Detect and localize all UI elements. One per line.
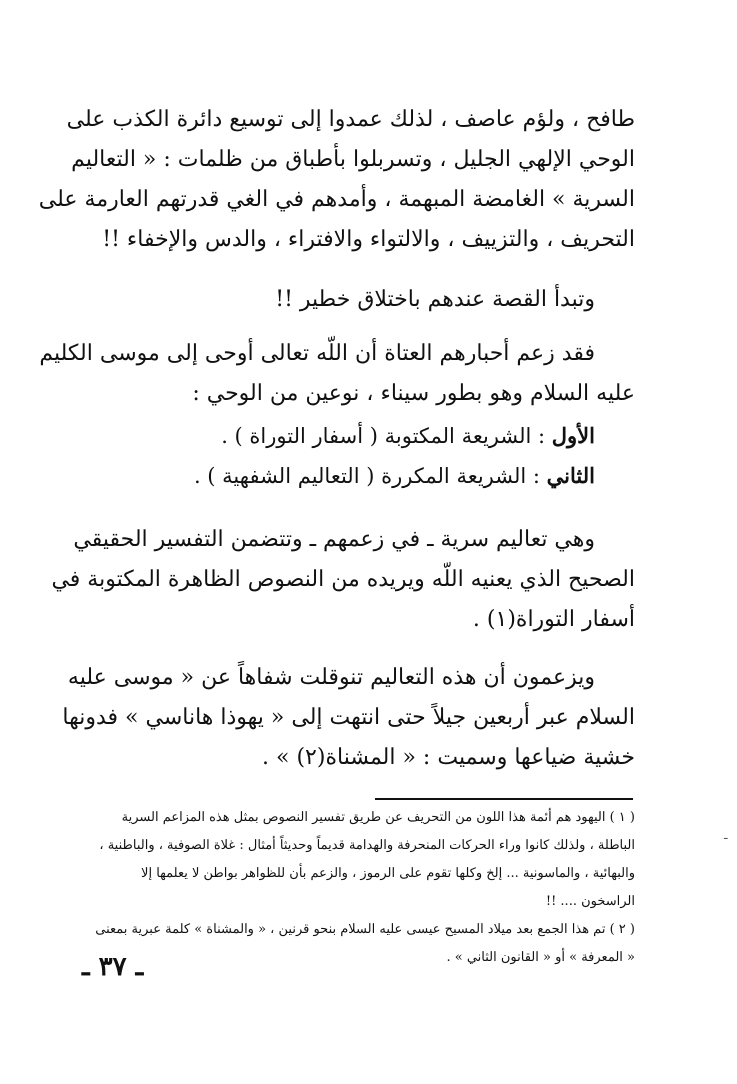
text-line: الصحيح الذي يعنيه اللّه ويريده من النصوص الظاهرة المكتوبة في — [51, 567, 635, 592]
footnote-line: ( ١ ) اليهود هم أئمة هذا اللون من التحريف عن طريق تفسير النصوص بمثل هذه المزاعم السرية — [121, 810, 635, 825]
paragraph-3 — [39, 334, 635, 414]
text-line: عليه السلام وهو بطور سيناء ، نوعين من الوحي : — [192, 381, 635, 406]
definition-term: الأول — [551, 423, 595, 448]
definition-item — [110, 416, 635, 456]
footnote-line: والبهائية ، والماسونية ... إلخ وكلها تقوم على الرموز ، والزعم بأن للظواهر بواطن لا يعلمها إلا — [141, 866, 635, 881]
text-line: وتبدأ القصة عندهم باختلاق خطير !! — [275, 287, 595, 312]
paragraph-5 — [62, 658, 635, 778]
text-line: السرية » الغامضة المبهمة ، وأمدهم في الغي قدرتهم العارمة على — [38, 187, 635, 212]
text-line: وهي تعاليم سرية ـ في زعمهم ـ وتتضمن التفسير الحقيقي — [73, 527, 595, 552]
paragraph-2 — [110, 280, 635, 320]
page-number: ـ ٣٧ ـ — [82, 952, 144, 982]
paragraph-4 — [51, 520, 635, 640]
text-line: السلام عبر أربعين جيلاً حتى انتهت إلى « يهوذا هاناسي » فدونها — [62, 705, 635, 730]
definition-text: : الشريعة المكتوبة ( أسفار التوراة ) . — [221, 424, 552, 448]
definition-text: : الشريعة المكررة ( التعاليم الشفهية ) . — [193, 464, 547, 488]
definition-item — [110, 456, 635, 496]
definition-term: الثاني — [546, 463, 595, 488]
margin-mark: ـ — [724, 828, 728, 842]
text-line: خشية ضياعها وسميت : « المشناة(٢) » . — [262, 745, 635, 770]
text-line: أسفار التوراة(١) . — [472, 607, 635, 632]
text-line: التحريف ، والتزييف ، والالتواء والافتراء ، والدس والإخفاء !! — [102, 227, 635, 252]
text-line: الوحي الإلهي الجليل ، وتسربلوا بأطباق من ظلمات : « التعاليم — [71, 147, 635, 172]
footnote-line: « المعرفة » أو « القانون الثاني » . — [446, 950, 635, 965]
paragraph-1 — [38, 100, 635, 260]
footnote-line: ( ٢ ) تم هذا الجمع بعد ميلاد المسيح عيسى عليه السلام بنحو قرنين ، « والمشناة » كلمة عبرية بمعنى — [95, 922, 635, 937]
text-line: ويزعمون أن هذه التعاليم تنوقلت شفاهاً عن « موسى عليه — [67, 665, 595, 690]
definition-list — [110, 416, 635, 496]
footnote-divider — [375, 798, 633, 800]
footnote-line: الراسخون .... !! — [545, 894, 635, 909]
footnote-line: الباطلة ، ولذلك كانوا وراء الحركات المنحرفة والهدامة قديماً وحديثاً أمثال : غلاة الصوفية ، والباطنية ، — [99, 838, 635, 853]
text-line: طافح ، ولؤم عاصف ، لذلك عمدوا إلى توسيع دائرة الكذب على — [66, 107, 635, 132]
text-line: فقد زعم أحبارهم العتاة أن اللّه تعالى أوحى إلى موسى الكليم — [39, 341, 595, 366]
